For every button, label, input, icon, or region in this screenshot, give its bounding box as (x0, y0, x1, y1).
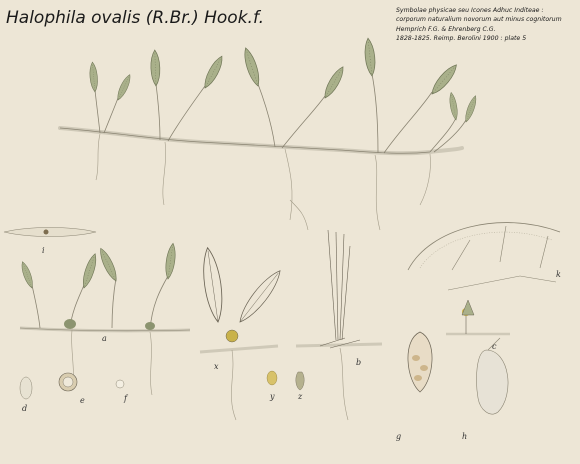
figure-label-k: k (556, 270, 561, 279)
caption-line: Hemprich F.G. & Ehrenberg C.G. (396, 25, 496, 33)
figure-label-d: d (22, 404, 28, 413)
figure-c-specimen (446, 300, 510, 334)
main-rhizome-specimen (60, 38, 479, 230)
figure-k-leaf-margin (408, 223, 560, 290)
figure-g-capsule (408, 332, 432, 392)
figure-label-h: h (462, 432, 468, 441)
caption-line: 1828-1825. Reimp. Berolini 1900 : plate 5 (396, 35, 527, 43)
figure-label-g: g (396, 432, 402, 441)
figure-b-specimen (296, 230, 382, 420)
plate-title: Halophila ovalis (R.Br.) Hook.f. (6, 8, 265, 28)
figure-label-x: x (214, 362, 219, 371)
figure-label-a: a (102, 334, 107, 343)
figure-label-y: y (270, 392, 275, 401)
figure-small-details (20, 371, 304, 399)
figure-a-specimen (19, 243, 190, 395)
figure-label-c: c (492, 342, 497, 351)
figure-label-b: b (356, 358, 362, 367)
figure-label-z: z (298, 392, 303, 401)
figure-label-i: i (42, 246, 45, 255)
figure-i-section (4, 228, 96, 237)
caption-line: corporum naturalium novorum aut minus cognitorum (396, 16, 562, 24)
caption-line: Symbolae physicae seu Icones Adhuc Inditeae : (396, 7, 544, 14)
figure-label-e: e (80, 396, 85, 405)
plate-caption (396, 6, 576, 44)
figure-label-f: f (124, 394, 127, 403)
